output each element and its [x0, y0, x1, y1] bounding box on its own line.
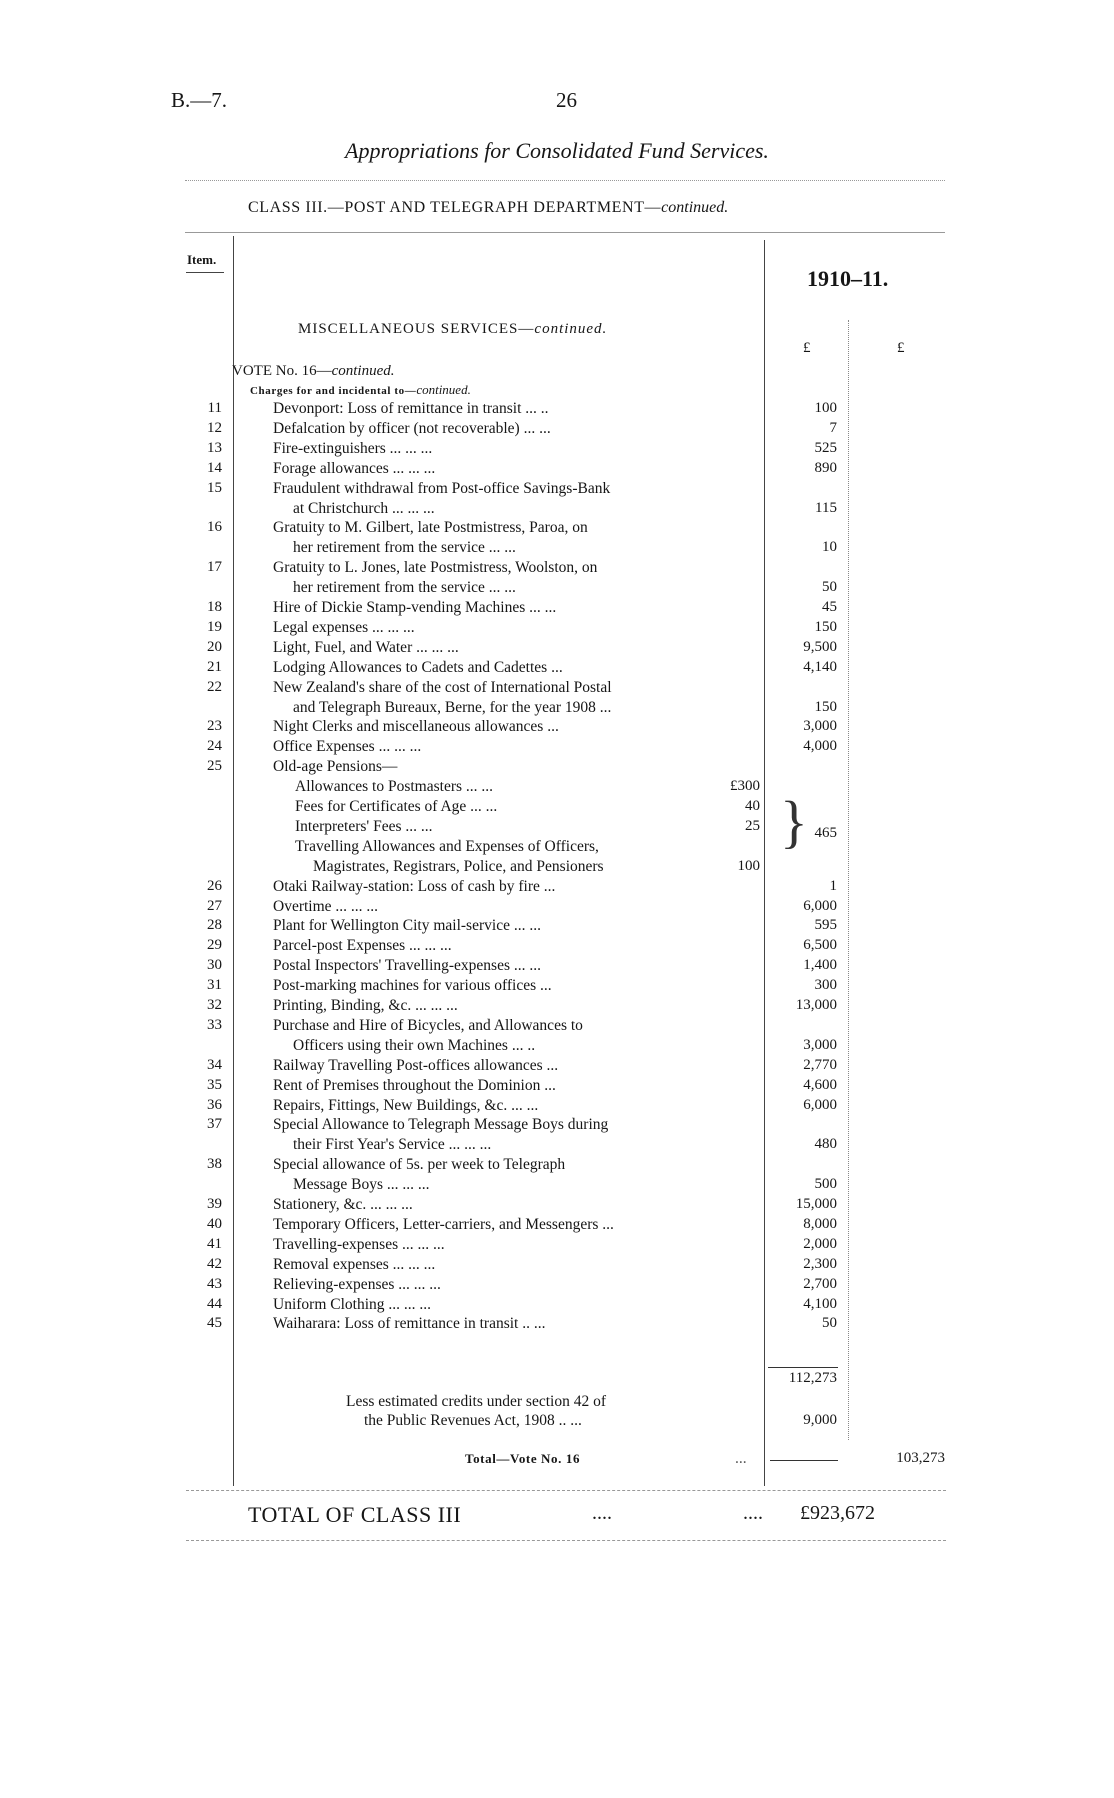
table-top-rule	[185, 232, 945, 233]
credits-amount: 9,000	[803, 1412, 837, 1428]
amount-column-divider	[848, 320, 849, 1440]
item-number: 13	[207, 439, 222, 456]
pension-sub-amount: 40	[745, 798, 760, 814]
item-amount: 7	[829, 419, 837, 436]
item-amount: 6,000	[803, 1096, 837, 1113]
item-amount: 8,000	[803, 1215, 837, 1232]
item-description: Railway Travelling Post-offices allowances ...	[273, 1056, 559, 1074]
item-number: 24	[207, 738, 222, 755]
item-description: Post-marking machines for various offices ...	[273, 977, 552, 995]
page-title: Appropriations for Consolidated Fund Services.	[345, 138, 769, 163]
item-amount: 9,500	[803, 638, 837, 655]
vote-total-leader: ...	[735, 1450, 747, 1467]
item-number: 41	[207, 1235, 222, 1252]
page-number: 26	[556, 88, 577, 112]
item-description: Removal expenses ... ... ...	[273, 1255, 436, 1273]
item-description: Gratuity to L. Jones, late Postmistress, Woolston, on	[273, 559, 598, 577]
item-number: 23	[207, 718, 222, 735]
pensions-total: 465	[814, 825, 837, 841]
item-number: 45	[207, 1315, 222, 1332]
item-number: 44	[207, 1295, 222, 1312]
item-description-continued: Officers using their own Machines ... ..	[293, 1036, 536, 1054]
item-number: 32	[207, 997, 222, 1013]
item-amount: 15,000	[795, 1196, 837, 1212]
item-number: 14	[207, 459, 222, 476]
subtotal-amount: 112,273	[788, 1370, 837, 1386]
item-description: Light, Fuel, and Water ... ... ...	[273, 638, 459, 656]
pension-sub-amount: £300	[730, 778, 760, 795]
credits-line-1: Less estimated credits under section 42 of	[346, 1393, 606, 1410]
class-total-top-rule	[186, 1490, 946, 1491]
credits-line-2: the Public Revenues Act, 1908 .. ...	[364, 1412, 582, 1429]
item-description: Waiharara: Loss of remittance in transit .. ...	[273, 1315, 546, 1333]
item-column-header: Item.	[187, 252, 217, 267]
class-total-leader-1: ....	[592, 1502, 612, 1524]
item-description: Postal Inspectors' Travelling-expenses ... ...	[273, 957, 541, 975]
item-description-continued: her retirement from the service ... ...	[293, 539, 516, 557]
item-amount: 480	[814, 1136, 837, 1153]
item-description: Devonport: Loss of remittance in transit ... ..	[273, 400, 549, 417]
item-number: 43	[207, 1275, 222, 1292]
vote-total-rule	[770, 1460, 838, 1461]
item-amount: 4,000	[803, 738, 837, 755]
item-description: Parcel-post Expenses ... ... ...	[273, 937, 452, 955]
vote-total-amount: 103,273	[896, 1450, 945, 1466]
item-number: 18	[207, 599, 222, 615]
item-amount: 150	[814, 618, 837, 635]
item-amount: 2,300	[803, 1255, 837, 1272]
item-description: Special allowance of 5s. per week to Telegraph	[273, 1156, 566, 1174]
item-amount: 500	[814, 1176, 837, 1193]
item-description: Legal expenses ... ... ...	[273, 618, 415, 636]
item-amount: 10	[822, 539, 837, 556]
charges-heading: Charges for and incidental to—continued.	[250, 382, 471, 397]
item-description: Printing, Binding, &c. ... ... ...	[273, 997, 458, 1014]
class-total-label: TOTAL OF CLASS III	[248, 1502, 462, 1527]
pension-sub-amount: 25	[745, 817, 760, 834]
item-description: New Zealand's share of the cost of International Postal	[273, 678, 612, 696]
item-description: Fraudulent withdrawal from Post-office Savings-Bank	[273, 479, 611, 497]
item-description: Purchase and Hire of Bicycles, and Allowances to	[273, 1016, 583, 1034]
pension-sub-item: Magistrates, Registrars, Police, and Pensioners	[313, 857, 604, 875]
document-reference: B.—7.	[171, 88, 228, 112]
pensions-brace: }	[780, 789, 808, 854]
item-amount: 45	[822, 599, 837, 615]
item-number: 35	[207, 1076, 222, 1093]
item-amount: 50	[822, 1315, 837, 1332]
item-amount: 6,500	[803, 937, 837, 954]
item-amount: 13,000	[795, 997, 837, 1013]
title-divider	[185, 180, 945, 181]
item-description: Uniform Clothing ... ... ...	[273, 1295, 432, 1313]
item-description: Night Clerks and miscellaneous allowances ...	[273, 718, 559, 736]
item-description: Stationery, &c. ... ... ...	[273, 1196, 413, 1213]
pension-sub-amount: 100	[737, 857, 760, 874]
item-amount: 1,400	[803, 957, 837, 974]
item-description-continued: Message Boys ... ... ...	[293, 1176, 430, 1194]
item-number: 30	[207, 957, 222, 974]
item-number: 40	[207, 1215, 222, 1232]
item-amount: 2,000	[803, 1235, 837, 1252]
item-description: Temporary Officers, Letter-carriers, and Messengers ...	[273, 1215, 614, 1233]
item-description-continued: her retirement from the service ... ...	[293, 579, 516, 597]
item-number: 31	[207, 977, 222, 994]
item-description: Special Allowance to Telegraph Message Boys during	[273, 1116, 609, 1134]
item-description: Lodging Allowances to Cadets and Cadettes ...	[273, 658, 563, 676]
item-number: 28	[207, 917, 222, 934]
item-number: 38	[207, 1156, 222, 1173]
item-number: 36	[207, 1096, 222, 1113]
year-column-header: 1910–11.	[807, 266, 889, 291]
item-number: 15	[207, 479, 222, 496]
class-total-bottom-rule	[186, 1540, 946, 1541]
item-description: Otaki Railway-station: Loss of cash by fire ...	[273, 877, 556, 895]
pension-sub-item: Travelling Allowances and Expenses of Officers,	[295, 837, 599, 855]
pound-total-column-header: £	[897, 340, 905, 356]
item-description: Forage allowances ... ... ...	[273, 459, 436, 477]
item-number: 42	[207, 1255, 222, 1272]
pound-column-header: £	[803, 340, 811, 356]
subtotal-rule	[768, 1367, 838, 1368]
vote-heading: VOTE No. 16—continued.	[232, 363, 395, 379]
item-description-continued: at Christchurch ... ... ...	[293, 499, 435, 517]
item-number: 22	[207, 678, 222, 695]
description-column-divider	[764, 240, 765, 1486]
item-number: 12	[207, 419, 222, 436]
item-description: Plant for Wellington City mail-service ... ...	[273, 917, 541, 935]
item-amount: 150	[814, 698, 837, 715]
item-number: 25	[207, 758, 222, 775]
item-amount: 50	[822, 579, 837, 596]
item-number: 26	[207, 877, 222, 894]
item-amount: 2,700	[803, 1275, 837, 1292]
item-number: 33	[207, 1016, 222, 1033]
item-description: Defalcation by officer (not recoverable) ... ...	[273, 419, 551, 437]
item-number: 29	[207, 937, 222, 954]
pension-sub-item: Fees for Certificates of Age ... ...	[295, 798, 498, 815]
vote-total-label: Total—Vote No. 16	[465, 1451, 581, 1466]
item-description: Old-age Pensions—	[273, 758, 398, 776]
item-amount: 525	[814, 439, 837, 456]
item-amount: 1	[829, 877, 837, 894]
item-description: Hire of Dickie Stamp-vending Machines ... ...	[273, 599, 557, 616]
item-number: 17	[207, 559, 222, 576]
item-number: 37	[207, 1116, 222, 1133]
item-description: Relieving-expenses ... ... ...	[273, 1275, 441, 1293]
section-title: MISCELLANEOUS SERVICES—continued.	[298, 321, 608, 337]
item-amount: 595	[814, 917, 837, 934]
item-amount: 6,000	[803, 897, 837, 914]
item-amount: 4,600	[803, 1076, 837, 1093]
item-amount: 115	[815, 499, 837, 516]
item-amount: 100	[814, 400, 837, 416]
item-number: 39	[207, 1196, 222, 1212]
item-amount: 4,140	[803, 658, 837, 675]
item-number: 16	[207, 519, 222, 536]
pension-sub-item: Allowances to Postmasters ... ...	[295, 778, 494, 796]
item-number: 21	[207, 658, 222, 675]
item-amount: 3,000	[803, 718, 837, 735]
item-description: Fire-extinguishers ... ... ...	[273, 439, 433, 457]
item-description-continued: their First Year's Service ... ... ...	[293, 1136, 492, 1154]
item-amount: 4,100	[803, 1295, 837, 1312]
class-total-amount: £923,672	[800, 1502, 875, 1524]
item-number: 11	[207, 400, 222, 416]
item-description: Overtime ... ... ...	[273, 897, 379, 915]
item-description: Travelling-expenses ... ... ...	[273, 1235, 445, 1253]
item-description: Gratuity to M. Gilbert, late Postmistress, Paroa, on	[273, 519, 588, 537]
item-amount: 300	[814, 977, 837, 994]
item-number: 27	[207, 897, 222, 914]
item-amount: 890	[814, 459, 837, 476]
item-column-divider	[233, 236, 234, 1486]
item-description: Repairs, Fittings, New Buildings, &c. ... ...	[273, 1096, 539, 1114]
item-header-underline	[186, 272, 224, 273]
item-number: 19	[207, 618, 222, 635]
class-subtitle: CLASS III.—POST AND TELEGRAPH DEPARTMENT—continued.	[248, 199, 729, 216]
item-description-continued: and Telegraph Bureaux, Berne, for the year 1908 ...	[293, 698, 612, 716]
item-amount: 3,000	[803, 1036, 837, 1053]
item-description: Office Expenses ... ... ...	[273, 738, 422, 756]
pension-sub-item: Interpreters' Fees ... ...	[295, 817, 433, 835]
item-description: Rent of Premises throughout the Dominion ...	[273, 1076, 556, 1094]
item-amount: 2,770	[803, 1056, 837, 1073]
class-total-leader-2: ....	[743, 1502, 763, 1524]
item-number: 34	[207, 1056, 222, 1073]
item-number: 20	[207, 638, 222, 655]
